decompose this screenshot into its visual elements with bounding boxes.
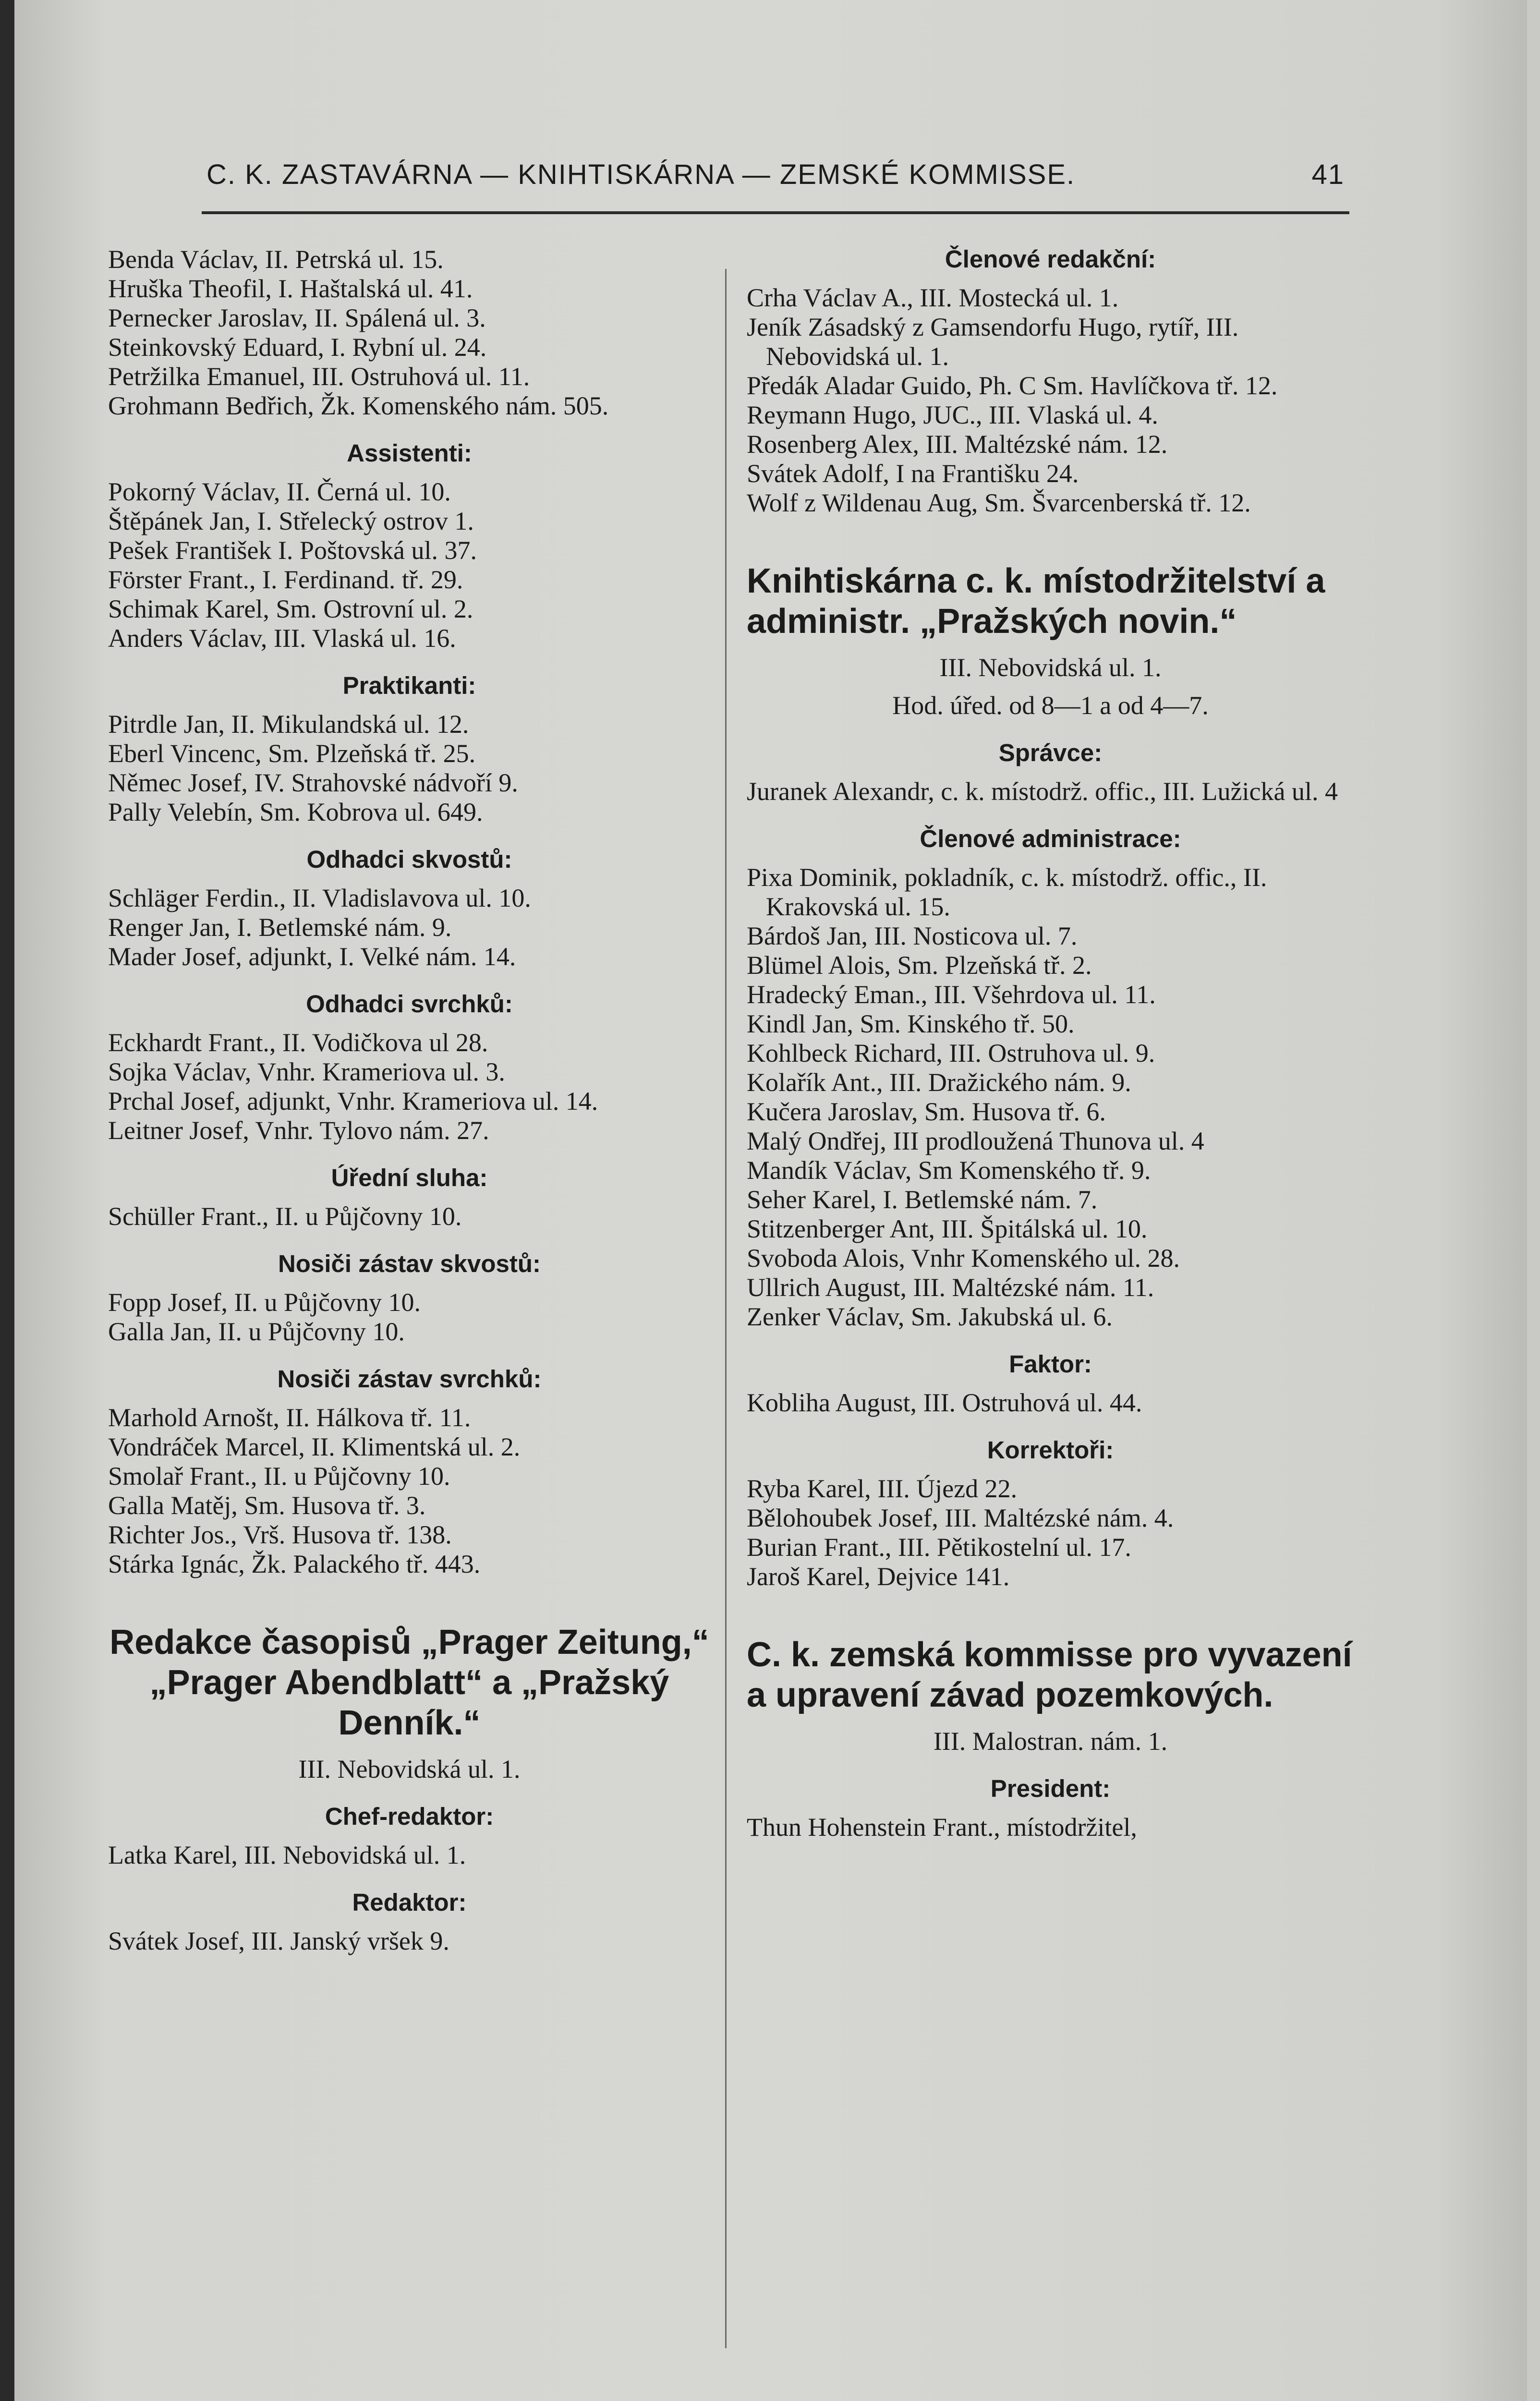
list-item: Grohmann Bedřich, Žk. Komenského nám. 505.	[108, 391, 609, 420]
header-title: C. K. ZASTAVÁRNA — KNIHTISKÁRNA — ZEMSKÉ KOMMISSE.	[206, 159, 1076, 190]
list-item: Pitrdle Jan, II. Mikulandská ul. 12.	[108, 710, 469, 739]
list-item: Pokorný Václav, II. Černá ul. 10.	[108, 477, 451, 506]
list-item: Mader Josef, adjunkt, I. Velké nám. 14.	[108, 942, 516, 971]
section-title-redaktor: Redaktor:	[352, 1889, 467, 1916]
list-item: Zenker Václav, Sm. Jakubská ul. 6.	[747, 1302, 1113, 1331]
list-item: Leitner Josef, Vnhr. Tylovo nám. 27.	[108, 1116, 489, 1145]
list-item: Reymann Hugo, JUC., III. Vlaská ul. 4.	[747, 400, 1158, 429]
list-item: Pernecker Jaroslav, II. Spálená ul. 3.	[108, 303, 486, 332]
list-item: Stárka Ignác, Žk. Palackého tř. 443.	[108, 1550, 481, 1578]
list-item: Sojka Václav, Vnhr. Krameriova ul. 3.	[108, 1057, 505, 1086]
list-item: Pixa Dominik, pokladník, c. k. místodrž. offic., II. Krakovská ul. 15.	[747, 863, 1267, 921]
list-item: Vondráček Marcel, II. Klimentská ul. 2.	[108, 1432, 521, 1461]
list-item: Ullrich August, III. Maltézské nám. 11.	[747, 1273, 1154, 1302]
list-item: Malý Ondřej, III prodloužená Thunova ul. 4	[747, 1127, 1204, 1155]
zemska-address: III. Malostran. nám. 1.	[933, 1727, 1168, 1756]
section-title-president: President:	[990, 1775, 1111, 1802]
heading-redakce: Redakce časopisů „Prager Zeitung,“ „Prager Abendblatt“ a „Pražský Denník.“	[109, 1623, 709, 1742]
section-title-uredni-sluha: Úřední sluha:	[331, 1164, 488, 1191]
list-item: Benda Václav, II. Petrská ul. 15.	[108, 245, 444, 274]
list-item: Pally Velebín, Sm. Kobrova ul. 649.	[108, 798, 483, 826]
list-item: Burian Frant., III. Pětikostelní ul. 17.	[747, 1533, 1131, 1562]
list-item: Schüller Frant., II. u Půjčovny 10.	[108, 1202, 462, 1231]
list-item: Stitzenberger Ant, III. Špitálská ul. 10.	[747, 1214, 1148, 1243]
list-item: Bárdoš Jan, III. Nosticova ul. 7.	[747, 922, 1078, 950]
section-title-nosici-skvostu: Nosiči zástav skvostů:	[278, 1250, 541, 1277]
list-item: Thun Hohenstein Frant., místodržitel,	[747, 1813, 1137, 1842]
list-item: Smolař Frant., II. u Půjčovny 10.	[108, 1462, 450, 1491]
column-divider	[725, 269, 727, 2348]
list-item: Jaroš Karel, Dejvice 141.	[747, 1562, 1010, 1591]
list-item: Seher Karel, I. Betlemské nám. 7.	[747, 1185, 1098, 1214]
list-item: Eckhardt Frant., II. Vodičkova ul 28.	[108, 1028, 488, 1057]
list-item: Hruška Theofil, I. Haštalská ul. 41.	[108, 274, 473, 303]
list-item: Anders Václav, III. Vlaská ul. 16.	[108, 624, 456, 653]
list-item: Petržilka Emanuel, III. Ostruhová ul. 11.	[108, 362, 530, 391]
list-item: Jeník Zásadský z Gamsendorfu Hugo, rytíř, III. Nebovidská ul. 1.	[747, 313, 1239, 371]
list-item: Marhold Arnošt, II. Hálkova tř. 11.	[108, 1403, 471, 1432]
section-title-odhadci-skvostu: Odhadci skvostů:	[306, 846, 512, 873]
list-item: Schläger Ferdin., II. Vladislavova ul. 10.	[108, 884, 531, 912]
page-number: 41	[1311, 159, 1345, 190]
header-rule	[202, 211, 1349, 214]
list-item: Crha Václav A., III. Mostecká ul. 1.	[747, 283, 1119, 312]
list-item: Pešek František I. Poštovská ul. 37.	[108, 536, 477, 565]
section-title-assistenti: Assistenti:	[347, 439, 472, 467]
list-item: Kobliha August, III. Ostruhová ul. 44.	[747, 1388, 1142, 1417]
list-item: Hradecký Eman., III. Všehrdova ul. 11.	[747, 980, 1156, 1009]
list-item: Latka Karel, III. Nebovidská ul. 1.	[108, 1841, 466, 1869]
list-item: Rosenberg Alex, III. Maltézské nám. 12.	[747, 430, 1168, 459]
section-title-praktikanti: Praktikanti:	[342, 672, 476, 699]
list-item: Němec Josef, IV. Strahovské nádvoří 9.	[108, 768, 518, 797]
page-edge-shadow	[0, 0, 14, 2401]
list-item: Kindl Jan, Sm. Kinského tř. 50.	[747, 1009, 1075, 1038]
section-title-chef-redaktor: Chef-redaktor:	[325, 1803, 494, 1830]
right-column	[747, 245, 1354, 1842]
section-title-clenove-redakcni: Členové redakční:	[945, 245, 1156, 273]
office-hours: Hod. úřed. od 8—1 a od 4—7.	[892, 691, 1209, 720]
list-item: Juranek Alexandr, c. k. místodrž. offic., III. Lužická ul. 4	[747, 777, 1338, 806]
knihtiskarna-address: III. Nebovidská ul. 1.	[939, 653, 1162, 682]
section-title-nosici-svrchku: Nosiči zástav svrchků:	[277, 1365, 542, 1393]
intro-list	[108, 245, 711, 421]
list-item: Förster Frant., I. Ferdinand. tř. 29.	[108, 565, 463, 594]
section-title-korrektori: Korrektoři:	[987, 1436, 1114, 1464]
list-item: Galla Matěj, Sm. Husova tř. 3.	[108, 1491, 426, 1520]
list-item: Svátek Adolf, I na Františku 24.	[747, 459, 1079, 488]
list-item: Richter Jos., Vrš. Husova tř. 138.	[108, 1520, 452, 1549]
list-item: Renger Jan, I. Betlemské nám. 9.	[108, 913, 452, 942]
list-item: Wolf z Wildenau Aug, Sm. Švarcenberská tř. 12.	[747, 488, 1251, 517]
section-title-faktor: Faktor:	[1009, 1350, 1092, 1378]
list-item: Galla Jan, II. u Půjčovny 10.	[108, 1317, 405, 1346]
list-item: Eberl Vincenc, Sm. Plzeňská tř. 25.	[108, 739, 476, 768]
heading-knihtiskarna: Knihtiskárna c. k. místodržitelství a administr. „Pražských novin.“	[747, 562, 1325, 641]
list-item: Svátek Josef, III. Janský vršek 9.	[108, 1927, 449, 1955]
redakce-address: III. Nebovidská ul. 1.	[298, 1755, 521, 1783]
list-item: Fopp Josef, II. u Půjčovny 10.	[108, 1288, 421, 1317]
list-item: Blümel Alois, Sm. Plzeňská tř. 2.	[747, 951, 1092, 980]
running-header	[206, 158, 1345, 191]
list-item: Ryba Karel, III. Újezd 22.	[747, 1474, 1018, 1503]
list-item: Svoboda Alois, Vnhr Komenského ul. 28.	[747, 1244, 1180, 1273]
list-item: Mandík Václav, Sm Komenského tř. 9.	[747, 1156, 1151, 1185]
list-item: Štěpánek Jan, I. Střelecký ostrov 1.	[108, 507, 474, 535]
list-item: Předák Aladar Guido, Ph. C Sm. Havlíčkova tř. 12.	[747, 371, 1278, 400]
heading-zemska-kommisse: C. k. zemská kommisse pro vyvazení a upravení závad pozemkových.	[747, 1636, 1352, 1714]
list-item: Bělohoubek Josef, III. Maltézské nám. 4.	[747, 1504, 1174, 1532]
section-title-spravce: Správce:	[998, 739, 1103, 766]
list-item: Kohlbeck Richard, III. Ostruhova ul. 9.	[747, 1039, 1155, 1067]
section-title-administrace: Členové administrace:	[920, 825, 1181, 852]
list-item: Kolařík Ant., III. Dražického nám. 9.	[747, 1068, 1131, 1097]
list-item: Steinkovský Eduard, I. Rybní ul. 24.	[108, 333, 487, 362]
section-title-odhadci-svrchku: Odhadci svrchků:	[306, 990, 513, 1018]
left-column	[108, 245, 711, 1956]
list-item: Kučera Jaroslav, Sm. Husova tř. 6.	[747, 1097, 1106, 1126]
list-item: Prchal Josef, adjunkt, Vnhr. Krameriova ul. 14.	[108, 1087, 598, 1116]
list-item: Schimak Karel, Sm. Ostrovní ul. 2.	[108, 594, 473, 623]
